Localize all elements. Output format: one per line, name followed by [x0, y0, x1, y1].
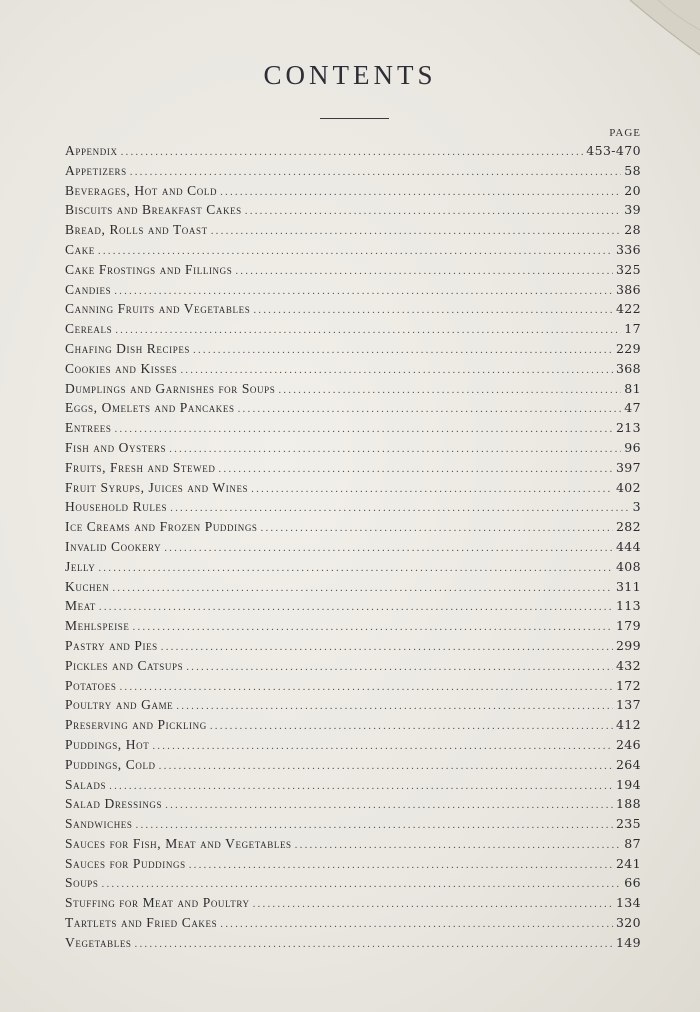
entry-page-number: 20 [624, 182, 641, 198]
entry-title: Appendix [65, 143, 118, 158]
entry-title: Entrees [65, 420, 112, 436]
entry-page-number: 444 [615, 538, 641, 554]
contents-entry [65, 359, 641, 379]
entry-page-number: 58 [624, 162, 641, 178]
entry-title: Pickles and Catsups [65, 657, 184, 673]
dot-leader [253, 895, 613, 915]
contents-entry [65, 418, 641, 438]
dot-leader [210, 717, 613, 737]
dot-leader [152, 737, 613, 757]
entry-title: Appetizers [65, 162, 127, 178]
entry-page-number: 432 [615, 657, 641, 673]
dot-leader [112, 579, 613, 599]
contents-entry [65, 557, 641, 577]
entry-title: Vegetables [65, 934, 132, 950]
entry-title: Ice Creams and Frozen Puddings [65, 519, 258, 535]
contents-entry [65, 735, 641, 755]
contents-entry [65, 240, 641, 260]
contents-entry [65, 379, 641, 399]
contents-entry [65, 339, 641, 359]
entry-title: Chafing Dish Recipes [65, 340, 191, 356]
contents-entry [65, 715, 641, 735]
dot-leader [193, 341, 613, 361]
dot-leader [278, 381, 621, 401]
entry-title: Fruit Syrups, Juices and Wines [65, 479, 249, 495]
contents-entry [65, 458, 641, 478]
contents-entry [65, 319, 641, 339]
entry-title: Cake Frostings and Fillings [65, 261, 233, 277]
dot-leader [220, 915, 613, 935]
entry-title: Tartlets and Fried Cakes [65, 915, 218, 931]
entry-title: Bread, Rolls and Toast [65, 222, 208, 238]
entry-page-number: 28 [624, 222, 641, 238]
dot-leader [161, 638, 613, 658]
entry-title: Mehlspeise [65, 618, 130, 634]
dot-leader [235, 262, 613, 282]
contents-entry [65, 181, 641, 201]
entry-page-number: 408 [615, 558, 641, 574]
entry-page-number: 320 [615, 915, 641, 931]
contents-entry [65, 438, 641, 458]
entry-title: Pastry and Pies [65, 637, 158, 653]
contents-entry [65, 299, 641, 319]
entry-page-number: 264 [615, 756, 641, 772]
dot-leader [218, 460, 613, 480]
entry-title: Stuffing for Meat and Poultry [65, 895, 250, 911]
entry-page-number: 96 [624, 439, 641, 455]
entry-page-number: 47 [624, 400, 641, 416]
page-corner-fold [610, 0, 700, 60]
entry-page-number: 81 [624, 380, 641, 396]
contents-entry [65, 478, 641, 498]
entry-title: Preserving and Pickling [65, 717, 207, 733]
entry-page-number: 17 [624, 321, 641, 337]
entry-title: Dumplings and Garnishes for Soups [65, 380, 276, 396]
dot-leader [165, 796, 613, 816]
contents-entry [65, 497, 641, 517]
entry-title: Salad Dressings [65, 796, 163, 812]
entry-title: Beverages, Hot and Cold [65, 182, 218, 198]
title-divider [320, 118, 389, 119]
dot-leader [109, 777, 613, 797]
contents-entry [65, 913, 641, 933]
entry-title: Sauces for Fish, Meat and Vegetables [65, 835, 292, 851]
dot-leader [186, 658, 613, 678]
entry-title: Puddings, Cold [65, 756, 156, 772]
entry-title: Fruits, Fresh and Stewed [65, 459, 216, 475]
entry-page-number: 87 [624, 835, 641, 851]
dot-leader [295, 836, 622, 856]
contents-entry [65, 161, 641, 181]
entry-page-number: 325 [615, 261, 641, 277]
contents-entry [65, 636, 641, 656]
contents-entry [65, 794, 641, 814]
contents-entry [65, 517, 641, 537]
entry-title: Salads [65, 776, 107, 792]
dot-leader [251, 480, 613, 500]
entry-title: Meat [65, 598, 96, 614]
contents-entry [65, 676, 641, 696]
dot-leader [189, 856, 613, 876]
entry-title: Fish and Oysters [65, 439, 167, 455]
contents-entry [65, 933, 641, 953]
page-column-header: PAGE [609, 127, 641, 139]
dot-leader [121, 143, 584, 163]
contents-entry [65, 280, 641, 300]
dot-leader [159, 757, 613, 777]
dot-leader [119, 678, 613, 698]
dot-leader [245, 202, 621, 222]
dot-leader [253, 301, 613, 321]
entry-page-number: 179 [615, 618, 641, 634]
entry-page-number: 194 [615, 776, 641, 792]
entry-page-number: 137 [615, 697, 641, 713]
entry-page-number: 246 [615, 736, 641, 752]
entry-title: Biscuits and Breakfast Cakes [65, 202, 242, 218]
dot-leader [164, 539, 613, 559]
entry-page-number: 299 [615, 637, 641, 653]
contents-entry [65, 577, 641, 597]
entry-page-number: 235 [615, 816, 641, 832]
entry-page-number: 229 [615, 340, 641, 356]
entry-title: Canning Fruits and Vegetables [65, 301, 251, 317]
dot-leader [114, 420, 612, 440]
entry-title: Jelly [65, 558, 96, 574]
entry-title: Cereals [65, 321, 113, 337]
entry-page-number: 213 [615, 420, 641, 436]
contents-entry [65, 260, 641, 280]
entry-page-number: 3 [632, 499, 641, 515]
entry-page-number: 241 [615, 855, 641, 871]
entry-title: Cake [65, 241, 95, 257]
dot-leader [133, 618, 613, 638]
entry-title: Invalid Cookery [65, 538, 162, 554]
contents-entry [65, 873, 641, 893]
entry-title: Soups [65, 875, 99, 891]
entry-page-number: 453-470 [586, 143, 641, 158]
entry-page-number: 172 [615, 677, 641, 693]
contents-entry [65, 596, 641, 616]
entry-page-number: 282 [615, 519, 641, 535]
contents-entry [65, 141, 641, 161]
contents-entry [65, 200, 641, 220]
entry-title: Cookies and Kisses [65, 360, 178, 376]
entry-title: Household Rules [65, 499, 168, 515]
dot-leader [211, 222, 622, 242]
entry-title: Sauces for Puddings [65, 855, 186, 871]
dot-leader [98, 559, 613, 579]
contents-entry [65, 834, 641, 854]
dot-leader [238, 400, 622, 420]
contents-entry [65, 755, 641, 775]
contents-entry [65, 537, 641, 557]
entry-page-number: 422 [615, 301, 641, 317]
entry-page-number: 402 [615, 479, 641, 495]
dot-leader [99, 598, 613, 618]
entry-title: Puddings, Hot [65, 736, 150, 752]
entry-page-number: 39 [624, 202, 641, 218]
contents-entry [65, 695, 641, 715]
dot-leader [261, 519, 613, 539]
dot-leader [115, 321, 621, 341]
entry-page-number: 134 [615, 895, 641, 911]
entry-title: Sandwiches [65, 816, 133, 832]
contents-entry [65, 656, 641, 676]
entry-page-number: 336 [615, 241, 641, 257]
dot-leader [176, 697, 613, 717]
entry-title: Eggs, Omelets and Pancakes [65, 400, 235, 416]
dot-leader [220, 183, 621, 203]
entry-page-number: 311 [615, 578, 641, 594]
entry-page-number: 113 [615, 598, 641, 614]
entry-page-number: 412 [615, 717, 641, 733]
entry-page-number: 66 [624, 875, 641, 891]
entry-title: Potatoes [65, 677, 117, 693]
entry-page-number: 368 [615, 360, 641, 376]
contents-entry [65, 616, 641, 636]
page-title: CONTENTS [263, 60, 437, 90]
contents-entry [65, 775, 641, 795]
contents-entry [65, 893, 641, 913]
entry-page-number: 397 [615, 459, 641, 475]
entry-title: Kuchen [65, 578, 110, 594]
entry-page-number: 386 [615, 281, 641, 297]
entry-page-number: 188 [615, 796, 641, 812]
dot-leader [169, 440, 621, 460]
contents-entry [65, 814, 641, 834]
contents-entry [65, 854, 641, 874]
contents-entry [65, 398, 641, 418]
contents-entry [65, 220, 641, 240]
entry-title: Poultry and Game [65, 697, 174, 713]
dot-leader [135, 935, 613, 955]
contents-list [65, 141, 641, 953]
entry-title: Candies [65, 281, 112, 297]
entry-page-number: 149 [615, 934, 641, 950]
